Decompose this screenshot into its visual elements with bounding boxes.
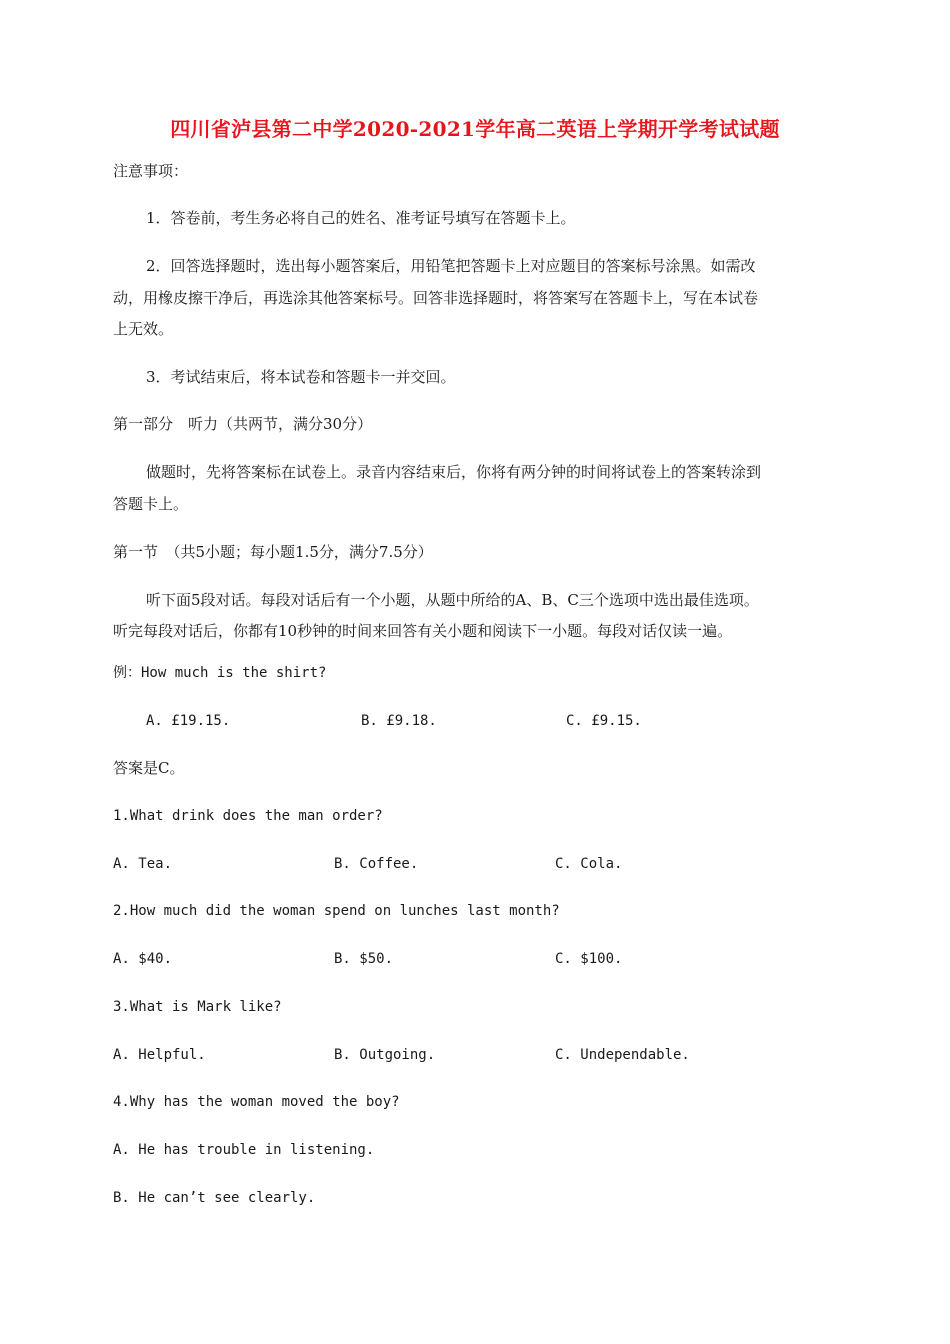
- question-1-option-a: A. Tea.: [113, 856, 173, 872]
- example-option-b: B. £9.18.: [361, 713, 437, 729]
- question-3-option-a: A. Helpful.: [113, 1047, 206, 1063]
- question-2-option-b: B. $50.: [334, 951, 394, 967]
- example-option-c: C. £9.15.: [566, 713, 642, 729]
- part-1-instruction-line-1: 做题时，先将答案标在试卷上。录音内容结束后，你将有两分钟的时间将试卷上的答案转涂到: [146, 463, 762, 481]
- question-3: 3.What is Mark like?: [113, 999, 282, 1015]
- question-2-option-c: C. $100.: [555, 951, 623, 967]
- question-1-option-b: B. Coffee.: [334, 856, 419, 872]
- notice-item-2-line-2: 动，用橡皮擦干净后，再选涂其他答案标号。回答非选择题时，将答案写在答题卡上，写在本试卷: [113, 289, 759, 307]
- part-1-instruction-line-2: 答题卡上。: [113, 495, 189, 513]
- question-4: 4.Why has the woman moved the boy?: [113, 1094, 400, 1110]
- document-title: 四川省泸县第二中学2020-2021学年高二英语上学期开学考试试题: [170, 117, 780, 141]
- question-4-option-b: B. He can’t see clearly.: [113, 1190, 316, 1206]
- example-question: 例：How much is the shirt?: [113, 665, 327, 681]
- example-option-a: A. £19.15.: [146, 713, 231, 729]
- question-3-option-c: C. Undependable.: [555, 1047, 690, 1063]
- notice-item-2-line-1: 2．回答选择题时，选出每小题答案后，用铅笔把答题卡上对应题目的答案标号涂黑。如需改: [146, 257, 756, 275]
- notice-heading: 注意事项：: [113, 162, 189, 180]
- question-3-option-b: B. Outgoing.: [334, 1047, 436, 1063]
- question-2-option-a: A. $40.: [113, 951, 173, 967]
- section-1-instruction-line-1: 听下面5段对话。每段对话后有一个小题，从题中所给的A、B、C三个选项中选出最佳选项。: [146, 591, 759, 609]
- example-answer: 答案是C。: [113, 759, 185, 777]
- section-1-heading: 第一节 （共5小题；每小题1.5分，满分7.5分）: [113, 543, 433, 561]
- question-1-option-c: C. Cola.: [555, 856, 623, 872]
- notice-item-3: 3．考试结束后，将本试卷和答题卡一并交回。: [146, 368, 456, 386]
- notice-item-2-line-3: 上无效。: [113, 320, 174, 338]
- question-4-option-a: A. He has trouble in listening.: [113, 1142, 375, 1158]
- question-2: 2.How much did the woman spend on lunches last month?: [113, 903, 560, 919]
- section-1-instruction-line-2: 听完每段对话后，你都有10秒钟的时间来回答有关小题和阅读下一小题。每段对话仅读一遍。: [113, 622, 733, 640]
- notice-item-1: 1．答卷前，考生务必将自己的姓名、准考证号填写在答题卡上。: [146, 209, 576, 227]
- part-1-heading: 第一部分 听力（共两节，满分30分）: [113, 415, 373, 433]
- question-1: 1.What drink does the man order?: [113, 808, 383, 824]
